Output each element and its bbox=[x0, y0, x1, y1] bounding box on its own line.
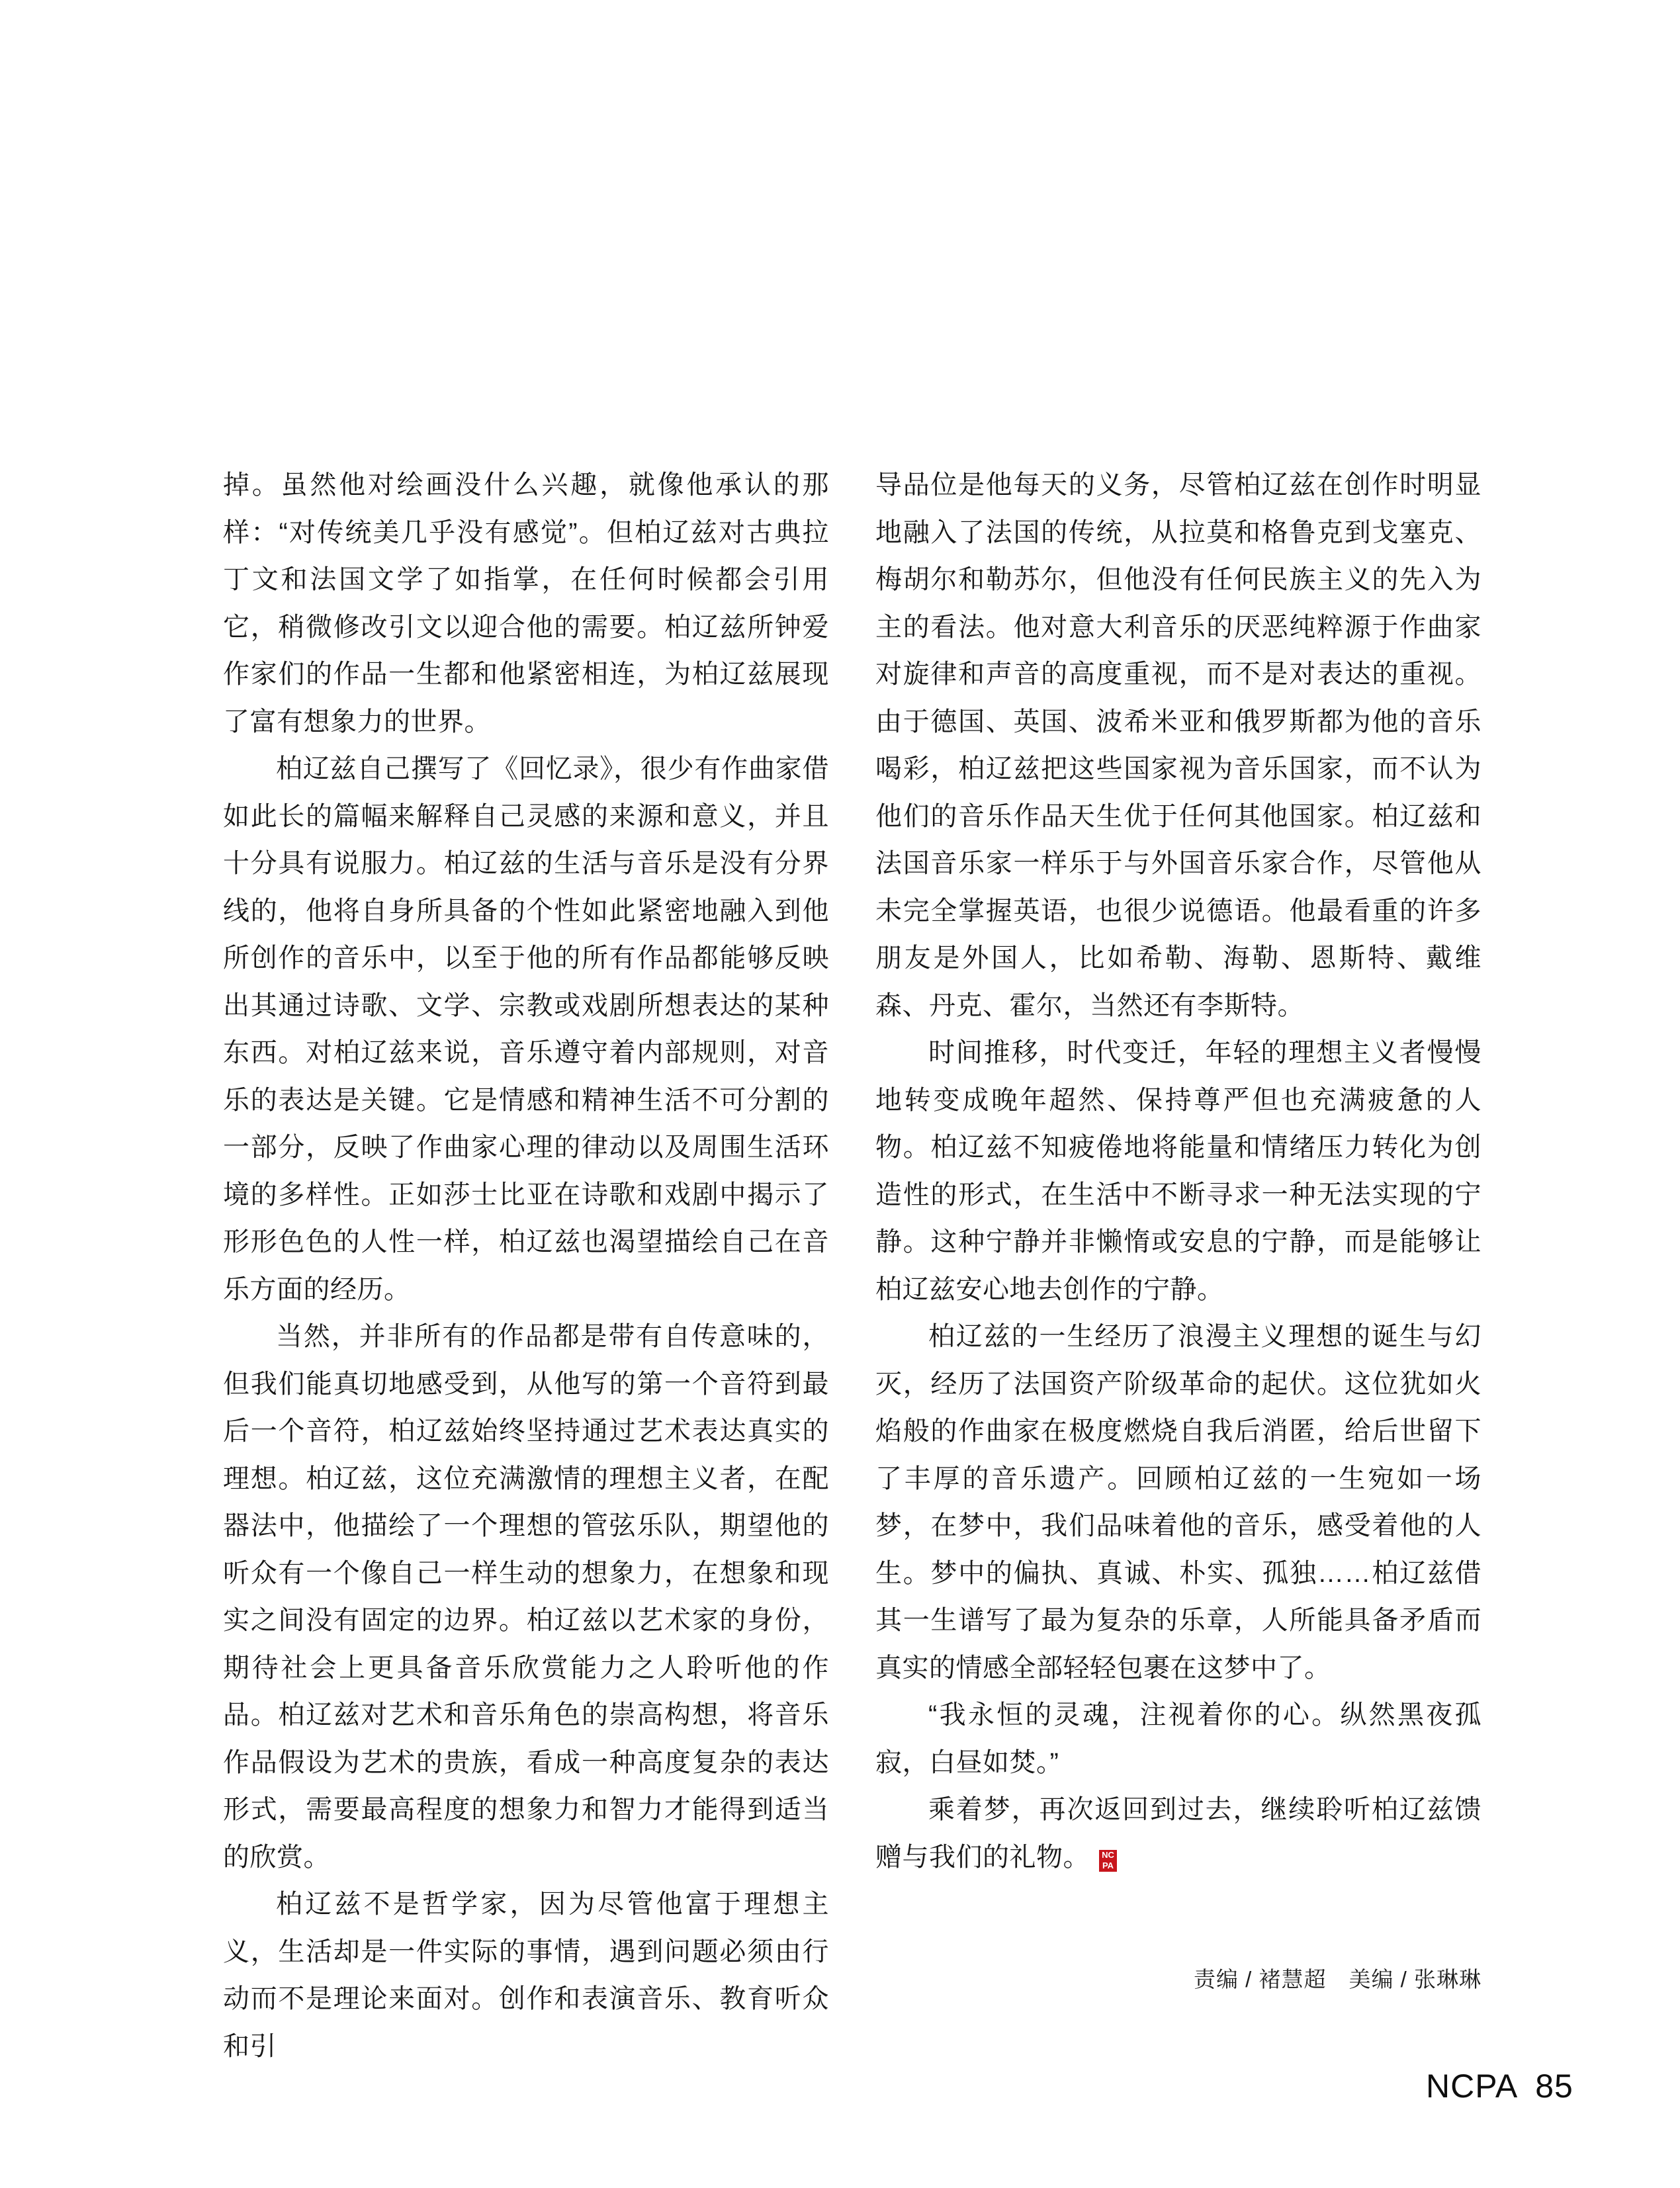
end-mark-line: PA bbox=[1102, 1860, 1114, 1870]
credits-line: 责编 / 褚慧超 美编 / 张琳琳 bbox=[1193, 1967, 1481, 1991]
end-mark-line: NC bbox=[1102, 1850, 1114, 1860]
paragraph: 导品位是他每天的义务，尽管柏辽兹在创作时明显地融入了法国的传统，从拉莫和格鲁克到戈塞克、梅胡尔和勒苏尔，但他没有任何民族主义的先入为主的看法。他对意大利音乐的厌恶纯粹源于作曲家对旋律和声音的高度重视，而不是对表达的重视。由于德国、英国、波希米亚和俄罗斯都为他的音乐喝彩，柏辽兹把这些国家视为音乐国家，而不认为他们的音乐作品天生优于任何其他国家。柏辽兹和法国音乐家一样乐于与外国音乐家合作，尽管他从未完全掌握英语，也很少说德语。他最看重的许多朋友是外国人，比如希勒、海勒、恩斯特、戴维森、丹克、霍尔，当然还有李斯特。 bbox=[875, 470, 1481, 1020]
text-column-right bbox=[875, 462, 1481, 1881]
paragraph: 掉。虽然他对绘画没什么兴趣，就像他承认的那样：“对传统美几乎没有感觉”。但柏辽兹对古典拉丁文和法国文学了如指掌，在任何时候都会引用它，稍微修改引文以迎合他的需要。柏辽兹所钟爱作家们的作品一生都和他紧密相连，为柏辽兹展现了富有想象力的世界。 bbox=[223, 470, 829, 736]
paragraph: 柏辽兹自己撰写了《回忆录》，很少有作曲家借如此长的篇幅来解释自己灵感的来源和意义，并且十分具有说服力。柏辽兹的生活与音乐是没有分界线的，他将自身所具备的个性如此紧密地融入到他所创作的音乐中，以至于他的所有作品都能够反映出其通过诗歌、文学、宗教或戏剧所想表达的某种东西。对柏辽兹来说，音乐遵守着内部规则，对音乐的表达是关键。它是情感和精神生活不可分割的一部分，反映了作曲家心理的律动以及周围生活环境的多样性。正如莎士比亚在诗歌和戏剧中揭示了形形色色的人性一样，柏辽兹也渴望描绘自己在音乐方面的经历。 bbox=[223, 754, 829, 1304]
text-column-left bbox=[223, 462, 829, 2070]
paragraph: “我永恒的灵魂，注视着你的心。纵然黑夜孤寂，白昼如焚。” bbox=[875, 1700, 1481, 1777]
page-footer bbox=[1426, 2067, 1573, 2105]
ncpa-end-mark bbox=[1099, 1850, 1117, 1872]
paragraph: 柏辽兹的一生经历了浪漫主义理想的诞生与幻灭，经历了法国资产阶级革命的起伏。这位犹如火焰般的作曲家在极度燃烧自我后消匿，给后世留下了丰厚的音乐遗产。回顾柏辽兹的一生宛如一场梦，在梦中，我们品味着他的音乐，感受着他的人生。梦中的偏执、真诚、朴实、孤独……柏辽兹借其一生谱写了最为复杂的乐章，人所能具备矛盾而真实的情感全部轻轻包裹在这梦中了。 bbox=[875, 1322, 1481, 1683]
paragraph: 柏辽兹不是哲学家，因为尽管他富于理想主义，生活却是一件实际的事情，遇到问题必须由行动而不是理论来面对。创作和表演音乐、教育听众和引 bbox=[223, 1890, 829, 2061]
paragraph: 乘着梦，再次返回到过去，继续聆听柏辽兹馈赠与我们的礼物。 NC PA bbox=[875, 1795, 1481, 1872]
paragraph: 时间推移，时代变迁，年轻的理想主义者慢慢地转变成晚年超然、保持尊严但也充满疲惫的人物。柏辽兹不知疲倦地将能量和情绪压力转化为创造性的形式，在生活中不断寻求一种无法实现的宁静。这种宁静并非懒惰或安息的宁静，而是能够让柏辽兹安心地去创作的宁静。 bbox=[875, 1038, 1481, 1304]
footer-brand: NCPA bbox=[1426, 2068, 1519, 2105]
footer-page-number: 85 bbox=[1535, 2068, 1573, 2105]
paragraph: 当然，并非所有的作品都是带有自传意味的，但我们能真切地感受到，从他写的第一个音符到最后一个音符，柏辽兹始终坚持通过艺术表达真实的理想。柏辽兹，这位充满激情的理想主义者，在配器法中，他描绘了一个理想的管弦乐队，期望他的听众有一个像自己一样生动的想象力，在想象和现实之间没有固定的边界。柏辽兹以艺术家的身份，期待社会上更具备音乐欣赏能力之人聆听他的作品。柏辽兹对艺术和音乐角色的崇高构想，将音乐作品假设为艺术的贵族，看成一种高度复杂的表达形式，需要最高程度的想象力和智力才能得到适当的欣赏。 bbox=[223, 1322, 829, 1872]
